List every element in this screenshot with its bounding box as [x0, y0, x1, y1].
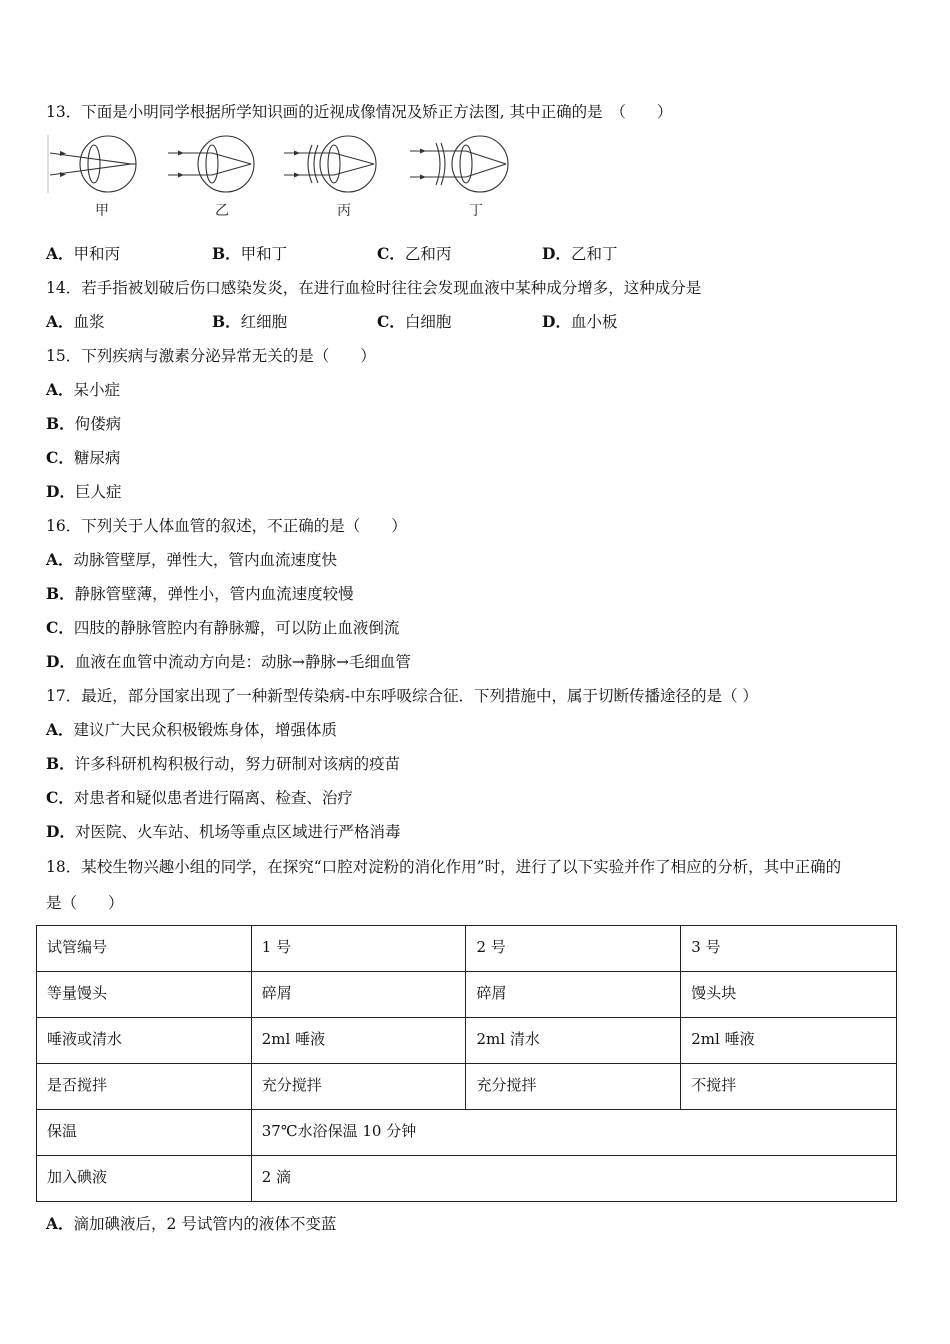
q13-option-c[interactable]: C．乙和丙: [377, 244, 452, 263]
eye-diagram-jia: [48, 135, 140, 193]
table-row: [37, 1064, 897, 1110]
q16-option-a[interactable]: A．动脉管壁厚，弹性大，管内血流速度快: [46, 550, 338, 569]
table-row: [37, 1110, 897, 1156]
table-cell: 3 号: [681, 926, 897, 972]
table-row: [37, 1018, 897, 1064]
q15-option-a[interactable]: A．呆小症: [46, 380, 121, 399]
table-cell: 2ml 唾液: [251, 1018, 466, 1064]
q14-option-a[interactable]: A．血浆: [46, 312, 105, 331]
table-cell: 馒头块: [681, 972, 897, 1018]
q16-option-d[interactable]: D．血液在血管中流动方向是：动脉→静脉→毛细血管: [46, 652, 411, 671]
table-cell: 2ml 唾液: [681, 1018, 897, 1064]
q14-option-d[interactable]: D．血小板: [542, 312, 618, 331]
eye-diagram-figure: [46, 131, 516, 223]
q16-option-c[interactable]: C．四肢的静脉管腔内有静脉瓣，可以防止血液倒流: [46, 618, 400, 637]
table-cell: 是否搅拌: [37, 1064, 252, 1110]
q17-option-a[interactable]: A．建议广大民众积极锻炼身体，增强体质: [46, 720, 338, 739]
q17-option-c[interactable]: C．对患者和疑似患者进行隔离、检查、治疗: [46, 788, 353, 807]
table-cell: 试管编号: [37, 926, 252, 972]
table-cell: 保温: [37, 1110, 252, 1156]
q13-option-d[interactable]: D．乙和丁: [542, 244, 618, 263]
q15-stem: 15．下列疾病与激素分泌异常无关的是（ ）: [46, 347, 376, 365]
table-cell: 加入碘液: [37, 1156, 252, 1202]
table-cell: 唾液或清水: [37, 1018, 252, 1064]
q18-stem-line2: 是（ ）: [46, 894, 124, 912]
q17-option-b[interactable]: B．许多科研机构积极行动，努力研制对该病的疫苗: [46, 754, 401, 773]
table-row: [37, 926, 897, 972]
q13-option-a[interactable]: A．甲和丙: [46, 244, 121, 263]
eye-diagram-yi: [168, 136, 254, 192]
table-row: [37, 1156, 897, 1202]
figure-label-bing: 丙: [337, 203, 351, 219]
table-cell: 2 号: [466, 926, 681, 972]
table-cell: 37℃水浴保温 10 分钟: [251, 1110, 896, 1156]
table-row: [37, 972, 897, 1018]
table-cell: 不搅拌: [681, 1064, 897, 1110]
q16-option-b[interactable]: B．静脉管壁薄，弹性小，管内血流速度较慢: [46, 584, 354, 603]
eye-diagram-ding: [410, 136, 508, 192]
figure-label-yi: 乙: [215, 203, 229, 219]
experiment-table: [36, 925, 897, 1202]
table-cell: 充分搅拌: [251, 1064, 466, 1110]
q18-option-a[interactable]: A．滴加碘液后，2 号试管内的液体不变蓝: [46, 1214, 337, 1233]
q17-stem: 17．最近，部分国家出现了一种新型传染病-中东呼吸综合征．下列措施中，属于切断传播途径的是（ ）: [46, 687, 758, 705]
table-cell: 1 号: [251, 926, 466, 972]
table-cell: 等量馒头: [37, 972, 252, 1018]
table-cell: 2ml 清水: [466, 1018, 681, 1064]
q17-option-d[interactable]: D．对医院、火车站、机场等重点区域进行严格消毒: [46, 822, 401, 841]
q13-option-b[interactable]: B．甲和丁: [212, 244, 288, 263]
q15-option-d[interactable]: D．巨人症: [46, 482, 122, 501]
q13-stem: 13．下面是小明同学根据所学知识画的近视成像情况及矫正方法图, 其中正确的是 （ ）: [46, 103, 673, 121]
q14-stem: 14．若手指被划破后伤口感染发炎，在进行血检时往往会发现血液中某种成分增多，这种成分是: [46, 279, 702, 297]
q15-option-b[interactable]: B．佝偻病: [46, 414, 122, 433]
q14-option-b[interactable]: B．红细胞: [212, 312, 288, 331]
eye-diagram-bing: [284, 136, 376, 192]
table-cell: 碎屑: [466, 972, 681, 1018]
q16-stem: 16．下列关于人体血管的叙述，不正确的是（ ）: [46, 517, 407, 535]
table-cell: 充分搅拌: [466, 1064, 681, 1110]
table-cell: 碎屑: [251, 972, 466, 1018]
table-cell: 2 滴: [251, 1156, 896, 1202]
q18-stem-line1: 18．某校生物兴趣小组的同学，在探究“口腔对淀粉的消化作用”时，进行了以下实验并作了相应的分析，其中正确的: [46, 858, 842, 876]
q15-option-c[interactable]: C．糖尿病: [46, 448, 121, 467]
q14-option-c[interactable]: C．白细胞: [377, 312, 452, 331]
figure-label-jia: 甲: [95, 203, 109, 219]
figure-label-ding: 丁: [469, 203, 483, 219]
